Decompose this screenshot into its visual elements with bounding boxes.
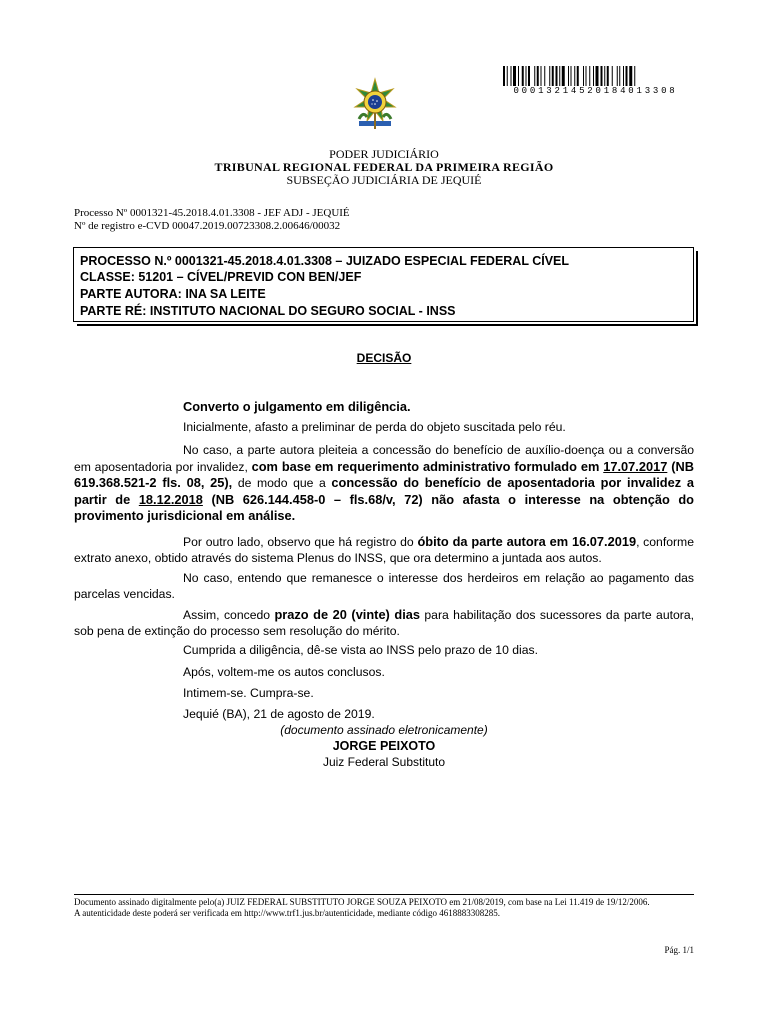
barcode-bar [513,66,516,86]
paragraph-case [74,443,694,525]
process-reference: Processo Nº 0001321-45.2018.4.01.3308 - JEF ADJ - JEQUIÉ [74,207,350,219]
barcode-bar [623,66,624,86]
signature-note: (documento assinado eletronicamente) [280,723,488,737]
paragraph-preliminary: Inicialmente, afasto a preliminar de perda do objeto suscitada pelo réu. [183,420,566,434]
barcode-number: 00013214520184013308 [513,86,678,96]
barcode-bar [534,66,535,86]
defendant: PARTE RÉ: INSTITUTO NACIONAL DO SEGURO SOCIAL - INSS [80,304,456,318]
paragraph-heirs: No caso, entendo que remanesce o interesse dos herdeiros em relação ao pagamento das parcelas vencidas. [74,571,694,601]
text: para habilitação dos sucessores da parte autora, sob pena de extinção do processo sem resolução do mérito. [74,608,695,638]
barcode-bar [571,66,572,86]
judge-name: JORGE PEIXOTO [332,739,436,753]
barcode-bar [574,66,575,86]
barcode-bar [552,66,554,86]
barcode-bar [507,66,508,86]
bold-text: (NB 626.144.458-0 – fls.68/v, 72) não afasta o interesse na obtenção do provimento jurisdicional em análise. [74,491,694,523]
barcode-bar [612,66,613,86]
barcode-bar [619,66,620,86]
barcode-bar [629,66,632,86]
bold-text: (NB 619.368.521-2 fls. 08, 25), [74,458,694,490]
paragraph-diligence: Converto o julgamento em diligência. [183,399,411,414]
barcode-bar [607,66,609,86]
footer-signature-line: Documento assinado digitalmente pelo(a) JUIZ FEDERAL SUBSTITUTO JORGE SOUZA PEIXOTO em 21/08/2019, com base na Lei 11.419 de 19/12/2006. [74,897,650,907]
barcode-bar [589,66,590,86]
bold-text: concessão do benefício de aposentadoria por invalidez a partir de [74,475,695,507]
case-info-box [73,247,694,322]
footer-authenticity-line: A autenticidade deste poderá ser verificada em http://www.trf1.jus.br/autenticidade, mediante código 4618883308285. [74,908,501,918]
barcode-bar [503,66,505,86]
barcode-bar [556,66,558,86]
brazil-coat-of-arms-icon [349,77,401,133]
barcode-bar [596,66,599,86]
date-grant: 18.12.2018 [138,491,203,507]
date-request: 17.07.2017 [603,458,668,474]
bold-text: óbito da parte autora em 16.07.2019 [417,534,637,549]
barcode [503,66,688,86]
barcode-bar [528,66,530,86]
text: de modo que a [232,476,332,490]
barcode-bar [634,66,635,86]
barcode-bar [577,66,579,86]
barcode-bar [518,66,519,86]
barcode-bar [601,66,603,86]
barcode-bar [604,66,605,86]
judge-role: Juiz Federal Substituto [322,755,446,769]
paragraph-intimation: Intimem-se. Cumpra-se. [183,686,314,700]
barcode-bar [586,66,587,86]
text: Por outro lado, observo que há registro do [183,535,418,549]
barcode-bar [617,66,618,86]
header-court: TRIBUNAL REGIONAL FEDERAL DA PRIMEIRA REGIÃO [214,160,554,174]
document-title: DECISÃO [356,351,412,365]
footer-divider [74,894,694,895]
registry-reference: Nº de registro e-CVD 00047.2019.00723308.2.00646/00032 [74,220,341,232]
barcode-bar [522,66,524,86]
plaintiff: PARTE AUTORA: INA SA LEITE [80,287,266,301]
paragraph-conclusion: Após, voltem-me os autos conclusos. [183,665,385,679]
bold-text: prazo de 20 (vinte) dias [274,607,420,622]
page-number: Pág. 1/1 [664,945,694,955]
barcode-bar [549,66,550,86]
header-judiciary: PODER JUDICIÁRIO [329,147,439,161]
case-class: CLASSE: 51201 – CÍVEL/PREVID CON BEN/JEF [80,270,362,284]
barcode-bar [562,66,565,86]
barcode-bar [559,66,560,86]
barcode-bar [511,66,512,86]
paragraph-inss: Cumprida a diligência, dê-se vista ao INSS pelo prazo de 10 dias. [183,643,538,657]
barcode-bar [541,66,542,86]
paragraph-deadline [74,607,694,639]
barcode-bar [593,66,594,86]
barcode-bar [537,66,539,86]
place-date: Jequié (BA), 21 de agosto de 2019. [183,707,375,721]
header-subsection: SUBSEÇÃO JUDICIÁRIA DE JEQUIÉ [286,173,482,187]
paragraph-death [74,534,694,566]
case-number: PROCESSO N.º 0001321-45.2018.4.01.3308 – JUIZADO ESPECIAL FEDERAL CÍVEL [80,254,570,268]
barcode-bar [626,66,628,86]
barcode-bar [583,66,584,86]
barcode-bar [544,66,545,86]
text: , conforme extrato anexo, obtido através do sistema Plenus do INSS, que ora determino a juntada aos autos. [74,535,694,565]
bold-text: com base em requerimento administrativo formulado em [251,458,604,474]
barcode-bar [568,66,569,86]
text: Assim, concedo [183,608,275,622]
barcode-bar [526,66,527,86]
text: No caso, a parte autora pleiteia a concessão do benefício de auxílio-doença ou a conversão em aposentadoria por invalidez, [74,443,694,474]
footer [74,897,694,919]
